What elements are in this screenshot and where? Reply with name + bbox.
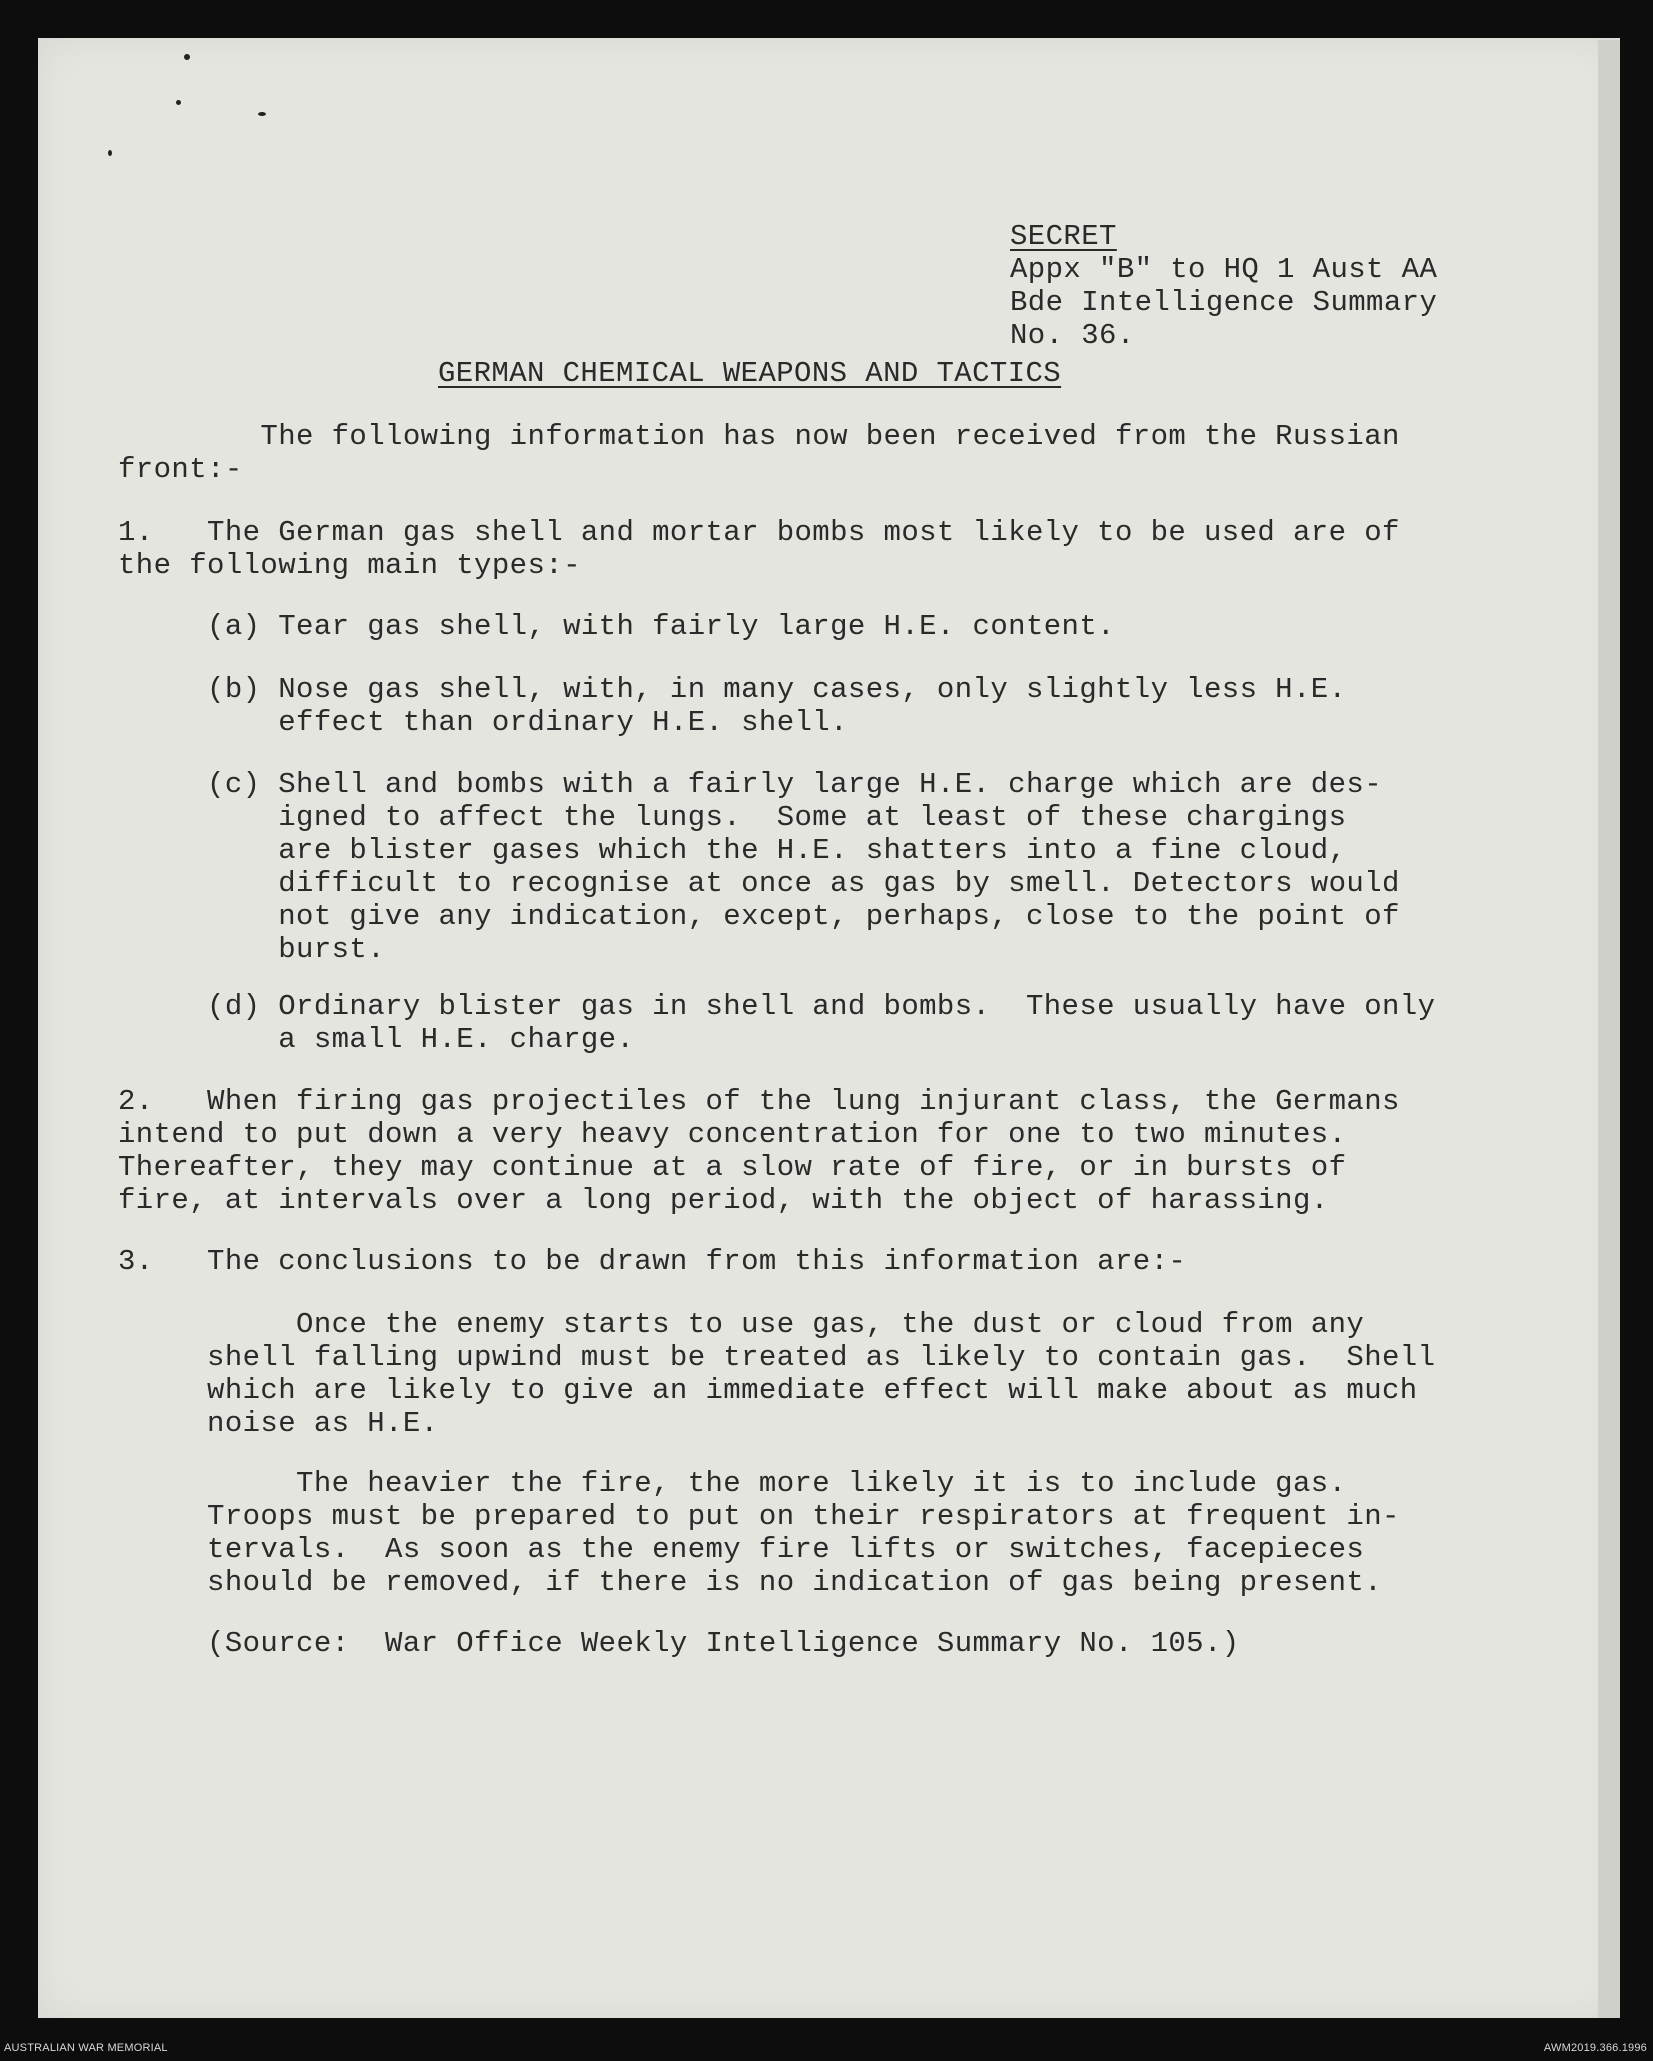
text-line: Once the enemy starts to use gas, the dust or cloud from any [118, 1308, 1365, 1341]
text-line: Troops must be prepared to put on their respirators at frequent in- [118, 1500, 1400, 1533]
text-line: difficult to recognise at once as gas by smell. Detectors would [118, 867, 1400, 900]
header-line-2: Bde Intelligence Summary [1010, 286, 1438, 319]
item-b [118, 673, 1346, 739]
text-line: 3. The conclusions to be drawn from this information are:- [118, 1245, 1187, 1278]
text-line: igned to affect the lungs. Some at least of these chargings [118, 801, 1347, 834]
text-line: a small H.E. charge. [118, 1023, 635, 1056]
paper-speck [176, 100, 181, 105]
text-line: The following information has now been received from the Russian [118, 420, 1400, 453]
paragraph-1 [118, 516, 1400, 582]
text-line: (d) Ordinary blister gas in shell and bombs. These usually have only [118, 990, 1436, 1023]
text-line: front:- [118, 453, 243, 486]
paragraph-3 [118, 1245, 1186, 1278]
text-line: (a) Tear gas shell, with fairly large H.E. content. [118, 610, 1115, 643]
text-line: which are likely to give an immediate effect will make about as much [118, 1374, 1418, 1407]
text-line: intend to put down a very heavy concentration for one to two minutes. [118, 1118, 1347, 1151]
text-line: noise as H.E. [118, 1407, 439, 1440]
text-line: burst. [118, 933, 386, 966]
text-line: 2. When firing gas projectiles of the lung injurant class, the Germans [118, 1085, 1400, 1118]
text-line: fire, at intervals over a long period, with the object of harassing. [118, 1184, 1329, 1217]
text-line: (b) Nose gas shell, with, in many cases, only slightly less H.E. [118, 673, 1347, 706]
classification-header [1010, 220, 1437, 352]
text-line: tervals. As soon as the enemy fire lifts or switches, facepieces [118, 1533, 1365, 1566]
text-line: (Source: War Office Weekly Intelligence Summary No. 105.) [118, 1627, 1240, 1660]
text-line: the following main types:- [118, 549, 581, 582]
document-title: GERMAN CHEMICAL WEAPONS AND TACTICS [438, 357, 1062, 390]
paper-speck [108, 150, 112, 156]
paragraph-2 [118, 1085, 1400, 1217]
text-line: should be removed, if there is no indication of gas being present. [118, 1566, 1383, 1599]
text-line: The heavier the fire, the more likely it is to include gas. [118, 1467, 1347, 1500]
item-a [118, 610, 1115, 643]
archive-reference: AWM2019.366.1996 [1543, 2042, 1647, 2054]
text-line: 1. The German gas shell and mortar bombs most likely to be used are of [118, 516, 1400, 549]
text-line: (c) Shell and bombs with a fairly large H.E. charge which are des- [118, 768, 1383, 801]
text-line: are blister gases which the H.E. shatters into a fine cloud, [118, 834, 1347, 867]
item-d [118, 990, 1435, 1056]
header-line-1: Appx "B" to HQ 1 Aust AA [1010, 253, 1438, 286]
text-line: Thereafter, they may continue at a slow rate of fire, or in bursts of [118, 1151, 1347, 1184]
text-line: shell falling upwind must be treated as likely to contain gas. Shell [118, 1341, 1436, 1374]
source-note [118, 1627, 1240, 1660]
paragraph-3-first-conclusion [118, 1308, 1435, 1440]
item-c [118, 768, 1400, 966]
paper-speck [184, 54, 190, 60]
text-line: effect than ordinary H.E. shell. [118, 706, 848, 739]
header-line-3: No. 36. [1010, 319, 1135, 352]
paper-speck [258, 112, 266, 116]
text-line: not give any indication, except, perhaps, close to the point of [118, 900, 1400, 933]
intro-paragraph [118, 420, 1400, 486]
archive-credit: AUSTRALIAN WAR MEMORIAL [4, 2042, 168, 2054]
classification-label: SECRET [1010, 220, 1117, 253]
page-edge [1598, 40, 1620, 2018]
paragraph-3-second-conclusion [118, 1467, 1400, 1599]
